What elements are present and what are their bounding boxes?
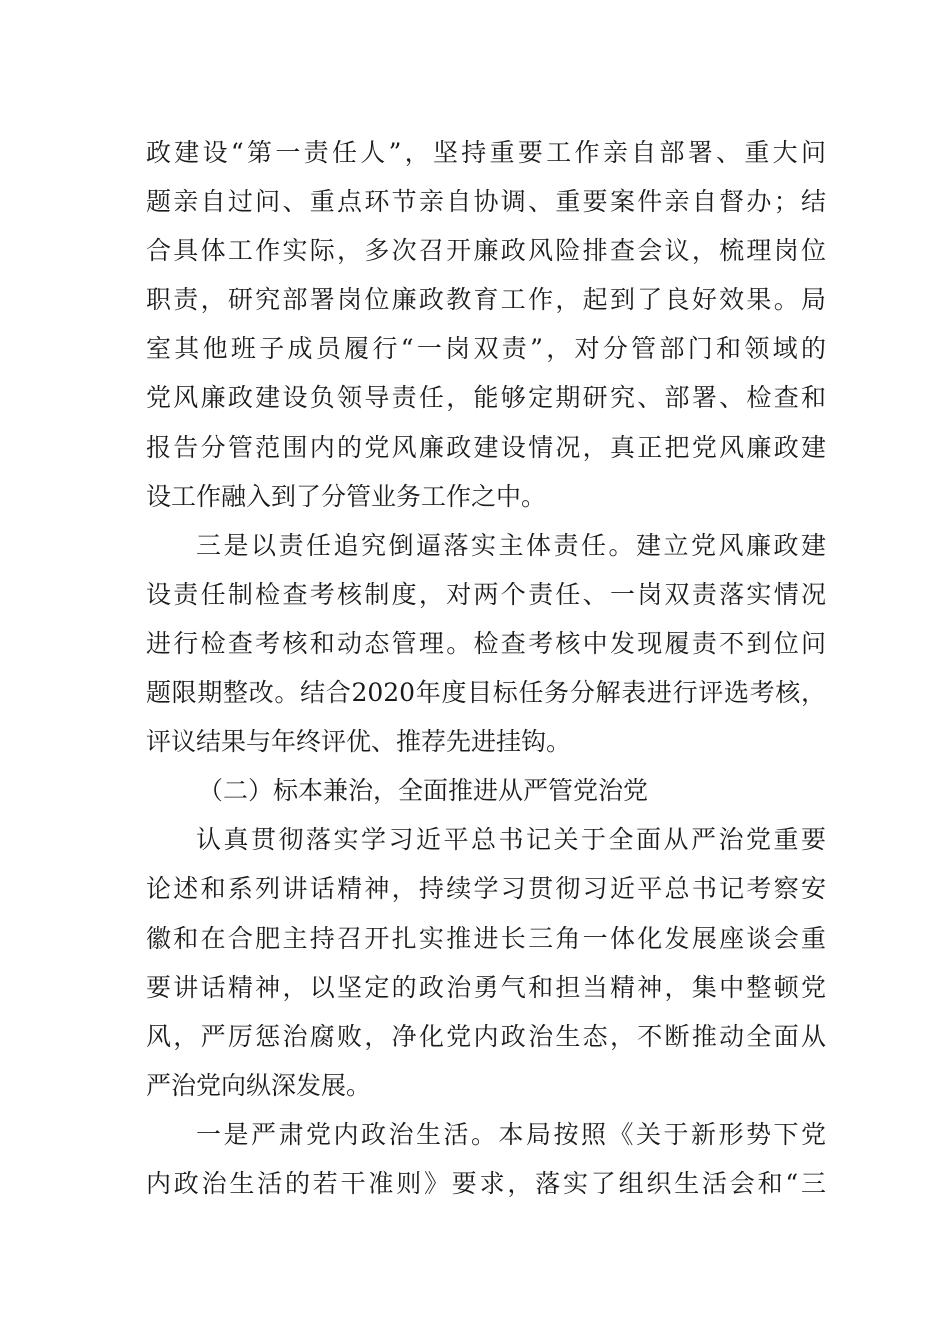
text-line: 设工作融入到了分管业务工作之中。 (146, 481, 547, 511)
text-line: 党风廉政建设负领导责任，能够定期研究、部署、检查和 (146, 383, 826, 413)
text-line: 进行检查考核和动态管理。检查考核中发现履责不到位问 (146, 628, 826, 658)
document-body (146, 128, 826, 1208)
text-line: 论述和系列讲话精神，持续学习贯彻习近平总书记考察安 (146, 874, 826, 904)
text-line: 三是以责任追究倒逼落实主体责任。建立党风廉政建 (196, 530, 826, 560)
text-line: 要讲话精神，以坚定的政治勇气和担当精神，集中整顿党 (146, 972, 826, 1002)
text-line: 室其他班子成员履行“一岗双责”，对分管部门和领域的 (146, 334, 826, 364)
text-line: 认真贯彻落实学习近平总书记关于全面从严治党重要 (196, 825, 826, 855)
text-line: 政建设“第一责任人”，坚持重要工作亲自部署、重大问 (146, 138, 826, 167)
text-line: 评议结果与年终评优、推荐先进挂钩。 (146, 727, 572, 757)
paragraph (146, 128, 826, 521)
paragraph (146, 1110, 826, 1208)
text-line: 一是严肃党内政治生活。本局按照《关于新形势下党 (196, 1119, 826, 1149)
text-line: 题限期整改。结合2020年度目标任务分解表进行评选考核， (146, 678, 826, 708)
paragraph (146, 815, 826, 1110)
text-line: 风，严厉惩治腐败，净化党内政治生态，不断推动全面从 (146, 1021, 826, 1051)
text-line: 严治党向纵深发展。 (146, 1070, 372, 1100)
paragraph (146, 521, 826, 766)
text-line: 内政治生活的若干准则》要求，落实了组织生活会和“三 (146, 1168, 826, 1198)
text-line: 设责任制检查考核制度，对两个责任、一岗双责落实情况 (146, 579, 826, 609)
section-heading-text: （二）标本兼治，全面推进从严管党治党 (198, 776, 649, 806)
section-heading (146, 766, 826, 815)
text-line: 职责，研究部署岗位廉政教育工作，起到了良好效果。局 (146, 285, 826, 315)
text-line: 题亲自过问、重点环节亲自协调、重要案件亲自督办；结 (146, 187, 826, 217)
text-line: 报告分管范围内的党风廉政建设情况，真正把党风廉政建 (146, 432, 826, 462)
text-line: 徽和在合肥主持召开扎实推进长三角一体化发展座谈会重 (146, 923, 826, 953)
text-line: 合具体工作实际，多次召开廉政风险排查会议，梳理岗位 (146, 236, 826, 266)
